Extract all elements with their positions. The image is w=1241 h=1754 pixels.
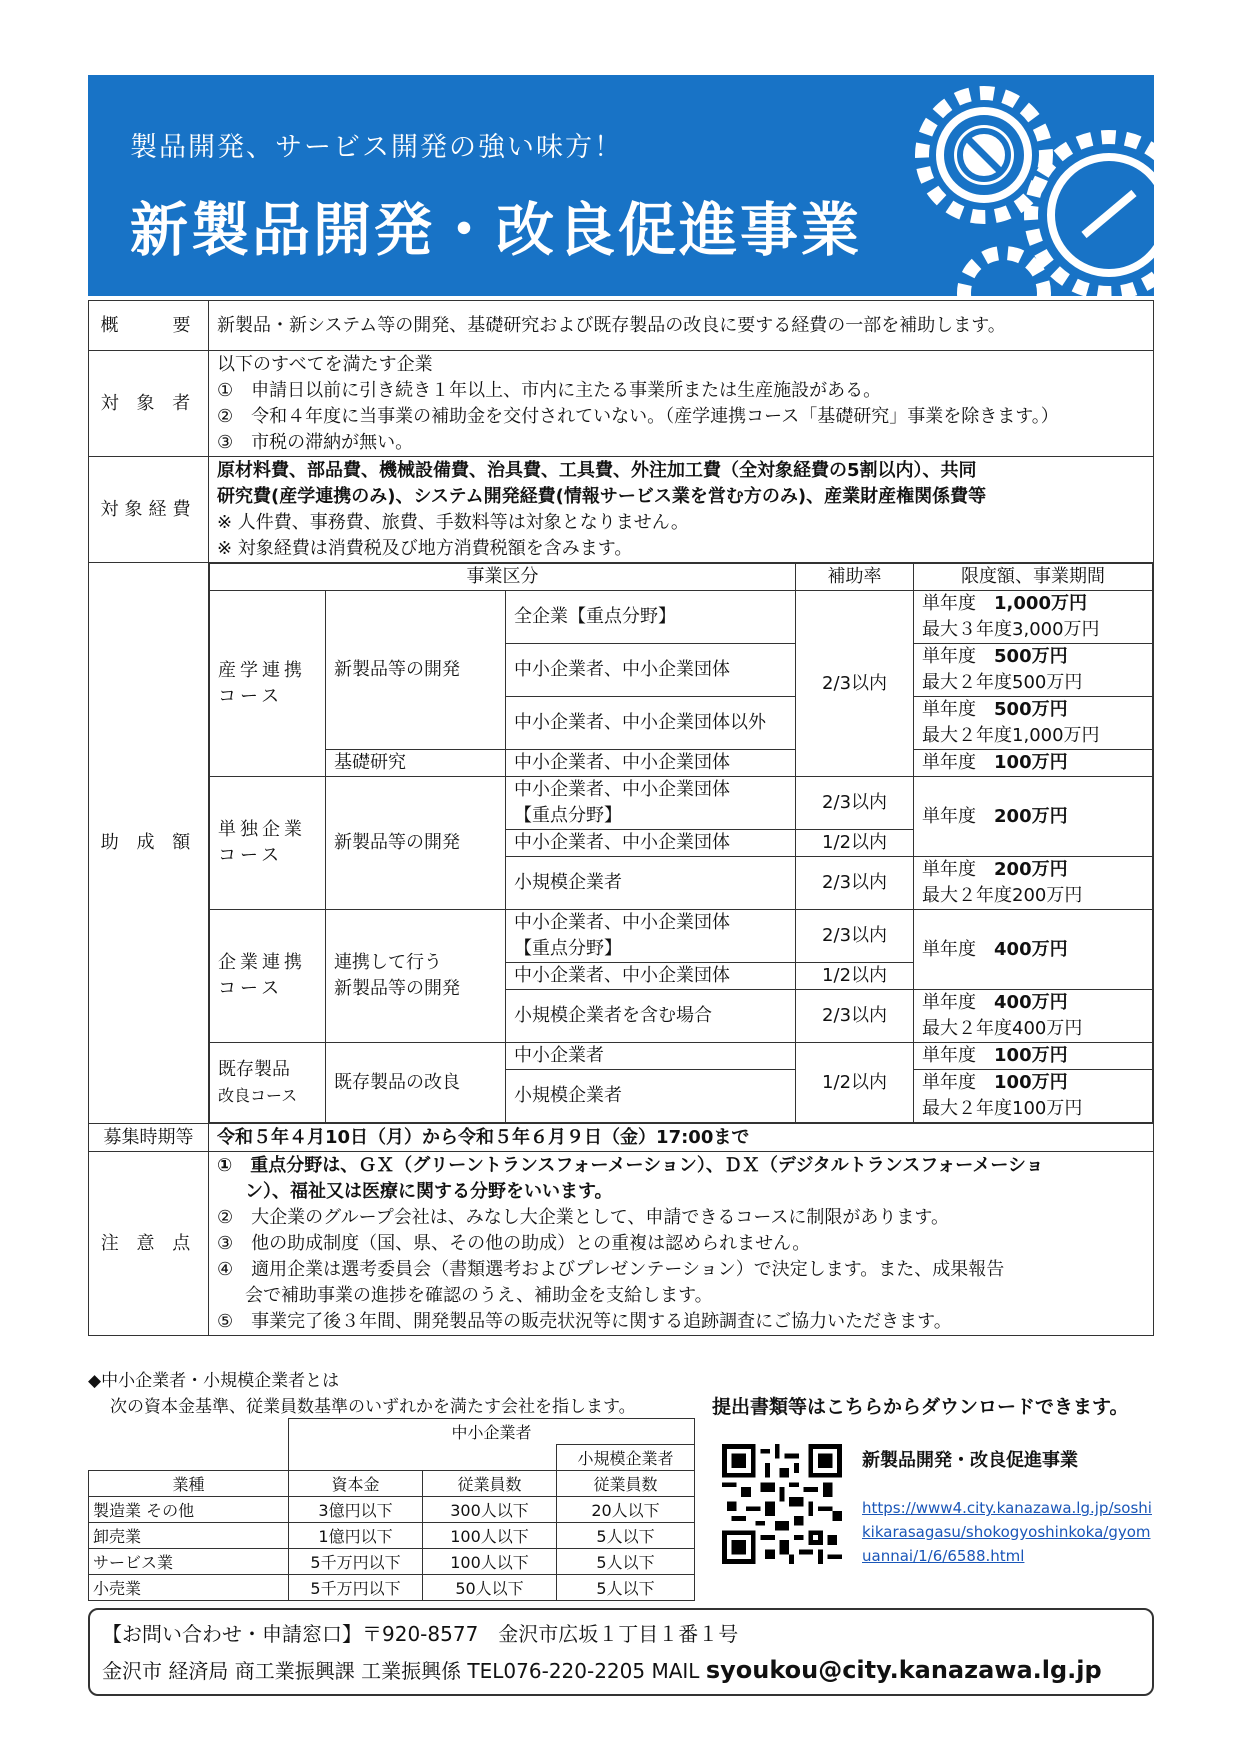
eligible-text: [209, 351, 1154, 457]
table-row: 卸売業 1億円以下 100人以下 5人以下: [89, 1523, 695, 1549]
limit-cell: 単年度 500万円 最大２年度500万円: [914, 644, 1153, 697]
download-link[interactable]: https://www4.city.kanazawa.lg.jp/soshikikarasagasu/shokogyoshinkoka/gyomuannai/1/6/6588.html: [862, 1499, 1152, 1565]
overview-text: 新製品・新システム等の開発、基礎研究および既存製品の改良に要する経費の一部を補助します。: [209, 301, 1154, 351]
table-row: 製造業 その他 3億円以下 300人以下 20人以下: [89, 1497, 695, 1523]
course-rate: 2/3以内: [796, 910, 914, 963]
group-small: 小規模企業者: [557, 1445, 695, 1471]
note-line: ③ 他の助成制度（国、県、その他の助成）との重複は認められません。: [217, 1232, 811, 1254]
col-header: 従業員数: [557, 1471, 695, 1497]
course-target: 中小企業者、中小企業団体以外: [506, 697, 796, 750]
group-sme: 中小企業者: [289, 1419, 695, 1445]
course-target: 中小企業者: [506, 1043, 796, 1070]
note-line: ① 重点分野は、ＧＸ（グリーントランスフォーメーション）、ＤＸ（デジタルトランスフォーメーショ: [217, 1154, 1044, 1176]
col-header: 資本金: [289, 1471, 423, 1497]
table-row: 小売業 5千万円以下 50人以下 5人以下: [89, 1575, 695, 1601]
notes-text: [209, 1152, 1154, 1336]
course-target: 中小企業者、中小企業団体: [506, 644, 796, 697]
eligible-line: 以下のすべてを満たす企業: [217, 353, 433, 375]
course-target: 小規模企業者: [506, 1070, 796, 1123]
limit-cell: 単年度 100万円: [914, 1043, 1153, 1070]
course-target: 小規模企業者: [506, 857, 796, 910]
limit-cell: 単年度 400万円: [914, 910, 1153, 990]
course-name: 単独企業 コース: [210, 777, 326, 910]
course-name: 産学連携 コース: [210, 591, 326, 777]
course-rate: 1/2以内: [796, 1043, 914, 1123]
table-row: サービス業 5千万円以下 100人以下 5人以下: [89, 1549, 695, 1575]
col-header: 従業員数: [423, 1471, 557, 1497]
course-target: 中小企業者、中小企業団体: [506, 830, 796, 857]
course-rate: 1/2以内: [796, 963, 914, 990]
contact-line-1: 【お問い合わせ・申請窓口】〒920-8577 金沢市広坂１丁目１番１号: [102, 1622, 739, 1646]
gear-icon: [894, 75, 1154, 296]
notes-label: 注 意 点: [89, 1152, 209, 1336]
limit-cell: 単年度 100万円 最大２年度100万円: [914, 1070, 1153, 1123]
grant-table-cell: [209, 563, 1154, 1124]
course-target: 中小企業者、中小企業団体: [506, 963, 796, 990]
course-target: 小規模企業者を含む場合: [506, 990, 796, 1043]
download-heading: 提出書類等はこちらからダウンロードできます。: [712, 1396, 1129, 1418]
note-line: ④ 適用企業は選考委員会（書類選考およびプレゼンテーション）で決定します。また、成果報告: [217, 1258, 1005, 1280]
program-details-table: [88, 300, 1154, 1336]
course-dev: 既存製品の改良: [326, 1043, 506, 1123]
contact-office: 金沢市 経済局 商工業振興課 工業振興係 TEL076-220-2205 MAIL: [102, 1659, 700, 1683]
limit-cell: 単年度 400万円 最大２年度400万円: [914, 990, 1153, 1043]
limit-cell: 単年度 200万円 最大２年度200万円: [914, 857, 1153, 910]
course-rate: 2/3以内: [796, 990, 914, 1043]
header-rate: 補助率: [796, 564, 914, 591]
note-line: ン）、福祉又は医療に関する分野をいいます。: [245, 1180, 613, 1202]
period-label: 募集時期等: [89, 1124, 209, 1152]
header-banner: [88, 75, 1154, 296]
grant-label: 助 成 額: [89, 563, 209, 1124]
expenses-line: 原材料費、部品費、機械設備費、治具費、工具費、外注加工費（全対象経費の5割以内）、共同: [217, 459, 977, 481]
course-target: 中小企業者、中小企業団体 【重点分野】: [506, 910, 796, 963]
eligible-line: ② 令和４年度に当事業の補助金を交付されていない。（産学連携コース「基礎研究」事業を除きます。）: [217, 405, 1059, 427]
course-target: 中小企業者、中小企業団体 【重点分野】: [506, 777, 796, 830]
table-corner: [89, 1445, 289, 1471]
note-line: ② 大企業のグループ会社は、みなし大企業として、申請できるコースに制限があります。: [217, 1206, 949, 1228]
course-target: 全企業【重点分野】: [506, 591, 796, 644]
course-rate: 2/3以内: [796, 591, 914, 777]
contact-box: [88, 1608, 1154, 1696]
expenses-note: ※ 対象経費は消費税及び地方消費税額を含みます。: [217, 537, 633, 559]
course-basic: 基礎研究: [326, 750, 506, 777]
header-category: 事業区分: [210, 564, 796, 591]
note-line: 会で補助事業の進捗を確認のうえ、補助金を支給します。: [245, 1284, 713, 1306]
download-program-name: 新製品開発・改良促進事業: [862, 1450, 1078, 1471]
eligible-line: ③ 市税の滞納が無い。: [217, 431, 414, 453]
course-dev: 新製品等の開発: [326, 591, 506, 750]
smb-title: ◆中小企業者・小規模企業者とは: [88, 1371, 340, 1391]
course-rate: 2/3以内: [796, 857, 914, 910]
note-line: ⑤ 事業完了後３年間、開発製品等の販売状況等に関する追跡調査にご協力いただきます。: [217, 1310, 952, 1332]
course-name: 既存製品 改良コース: [210, 1043, 326, 1123]
course-name: 企業連携 コース: [210, 910, 326, 1043]
limit-cell: 単年度 1,000万円 最大３年度3,000万円: [914, 591, 1153, 644]
limit-cell: 単年度 200万円: [914, 777, 1153, 857]
header-limit: 限度額、事業期間: [914, 564, 1153, 591]
limit-cell: 単年度 500万円 最大２年度1,000万円: [914, 697, 1153, 750]
expenses-note: ※ 人件費、事務費、旅費、手数料等は対象となりません。: [217, 511, 689, 533]
period-text: 令和５年４月10日（月）から令和５年６月９日（金）17:00まで: [209, 1124, 1154, 1152]
course-rate: 2/3以内: [796, 777, 914, 830]
smb-criteria-table: [88, 1418, 695, 1601]
table-spacer: [289, 1445, 557, 1471]
banner-subtitle: 製品開発、サービス開発の強い味方！: [130, 132, 623, 163]
smb-description: 次の資本金基準、従業員数基準のいずれかを満たす会社を指します。: [110, 1397, 636, 1417]
qr-code-icon[interactable]: [722, 1444, 842, 1564]
banner-title: 新製品開発・改良促進事業: [130, 196, 863, 264]
grant-table: [209, 563, 1153, 1123]
course-rate: 1/2以内: [796, 830, 914, 857]
contact-email[interactable]: syoukou@city.kanazawa.lg.jp: [705, 1656, 1102, 1684]
eligible-label: 対 象 者: [89, 351, 209, 457]
course-target: 中小企業者、中小企業団体: [506, 750, 796, 777]
expenses-line: 研究費(産学連携のみ)、システム開発経費(情報サービス業を営む方のみ)、産業財産権関係費等: [217, 485, 987, 507]
table-corner: [89, 1419, 289, 1445]
col-header: 業種: [89, 1471, 289, 1497]
expenses-text: [209, 457, 1154, 563]
contact-line-2: [102, 1652, 1140, 1689]
course-dev: 新製品等の開発: [326, 777, 506, 910]
overview-label: 概 要: [89, 301, 209, 351]
eligible-line: ① 申請日以前に引き続き１年以上、市内に主たる事業所または生産施設がある。: [217, 379, 882, 401]
limit-cell: 単年度 100万円: [914, 750, 1153, 777]
course-dev: 連携して行う 新製品等の開発: [326, 910, 506, 1043]
expenses-label: 対象経費: [89, 457, 209, 563]
